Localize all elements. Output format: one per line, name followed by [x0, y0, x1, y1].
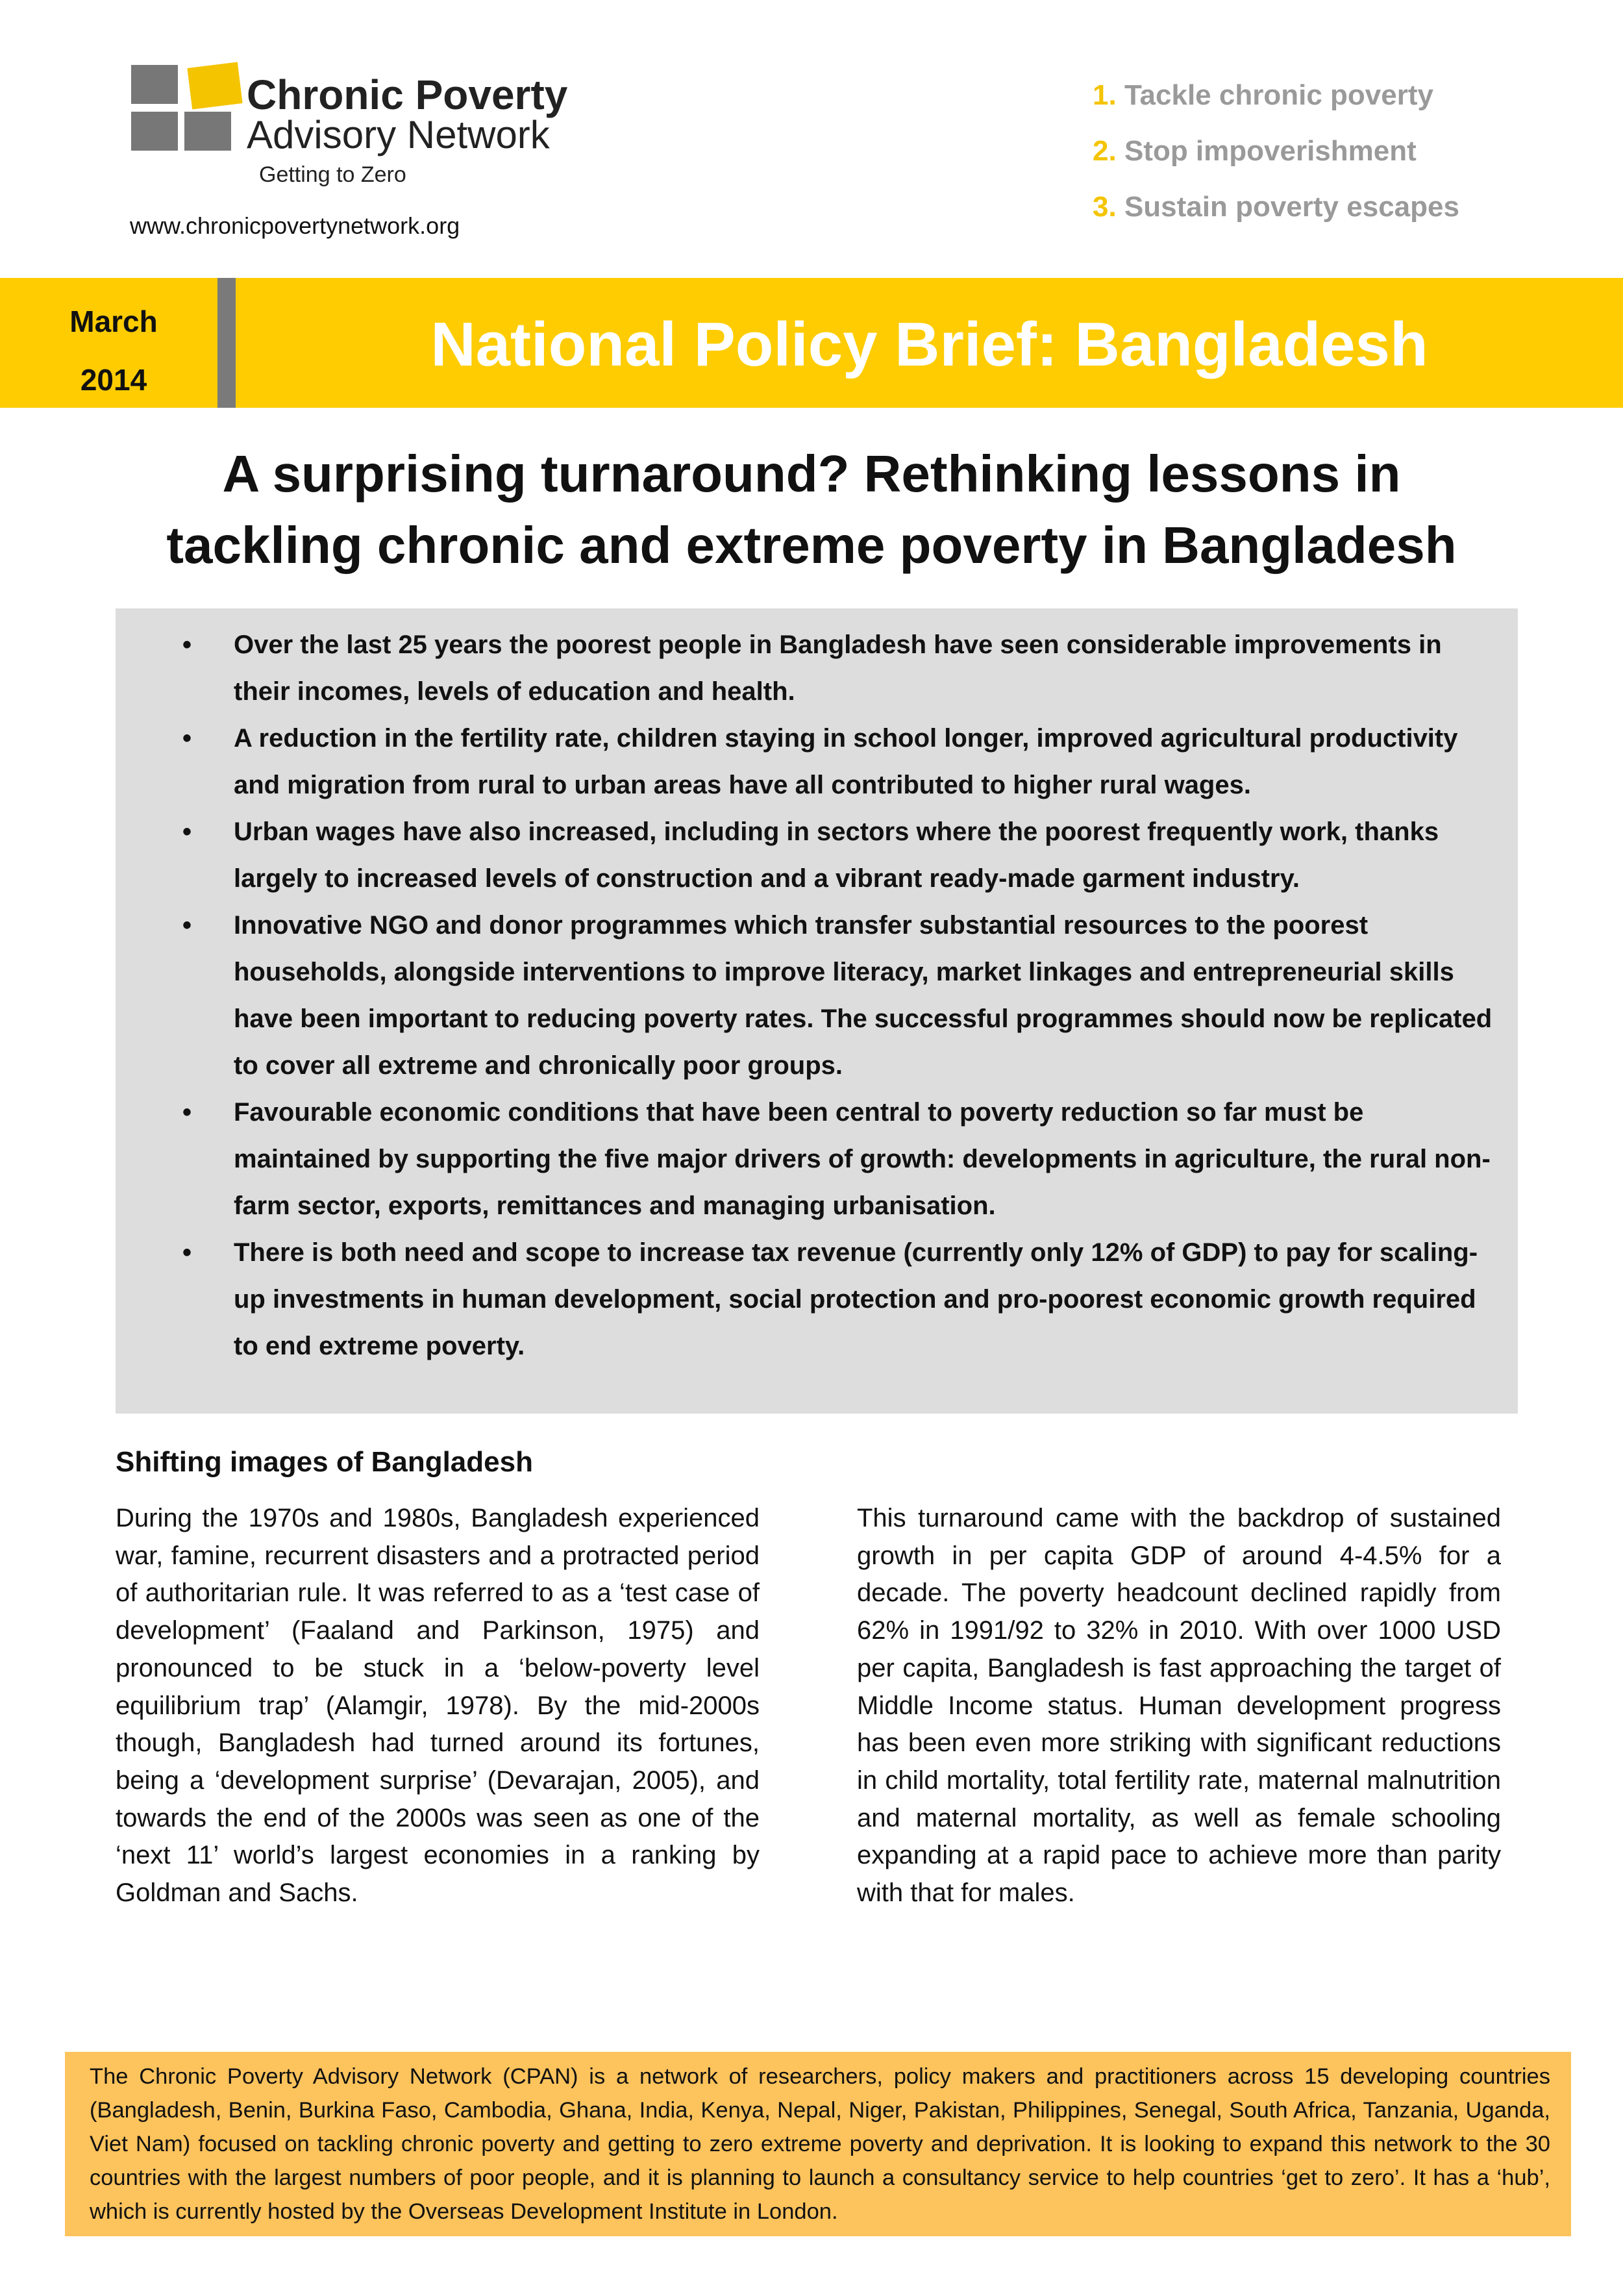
key-point-text: There is both need and scope to increase tax revenue (currently only 12% of GDP) to pay for scaling-up investments in human development, social protection and pro-poorest economic growth required to end extreme poverty.: [234, 1238, 1478, 1360]
banner-divider: [217, 278, 236, 408]
key-point: [116, 808, 1518, 902]
goal-number: 3.: [1093, 191, 1117, 223]
goal-item: [1093, 79, 1433, 112]
key-point-text: Innovative NGO and donor programmes which transfer substantial resources to the poorest households, alongside interventions to improve literacy, market linkages and entrepreneurial skills have been important to reducing poverty rates. The successful programmes should now be replicated to cover all extreme and chronically poor groups.: [234, 911, 1493, 1080]
key-point: [116, 715, 1518, 808]
body-column-right: This turnaround came with the backdrop of sustained growth in per capita GDP of around 4-4.5% for a decade. The poverty headcount declined rapidly from 62% in 1991/92 to 32% in 2010. With over 1000 USD per capita, Bangladesh is fast approaching the target of Middle Income status. Human development progress has been even more striking with significant reductions in child mortality, total fertility rate, maternal malnutrition and maternal mortality, as well as female schooling expanding at a rapid pace to achieve more than parity with that for males.: [857, 1504, 1501, 1908]
goal-text: Sustain poverty escapes: [1124, 191, 1459, 223]
bullet-icon: •: [182, 911, 192, 940]
key-point: [116, 902, 1518, 1089]
headline-line: A surprising turnaround? Rethinking lessons in: [222, 445, 1401, 503]
cpan-info-text: The Chronic Poverty Advisory Network (CPAN) is a network of researchers, policy makers and practitioners across 15 developing countries (Bangladesh, Benin, Burkina Faso, Cambodia, Ghana, India, Kenya, Nepal, Niger, Pakistan, Philippines, Senegal, South Africa, Tanzania, Uganda, Viet Nam) focused on tackling chronic poverty and getting to zero extreme poverty and deprivation. It is looking to expand this network to the 30 countries with the largest numbers of poor people, and it is planning to launch a consultancy service to help countries ‘get to zero’. It has a ‘hub’, which is currently hosted by the Overseas Development Institute in London.: [90, 2064, 1550, 2224]
key-point: [116, 621, 1518, 715]
key-point-text: A reduction in the fertility rate, children staying in school longer, improved agricultural productivity and migration from rural to urban areas have all contributed to higher rural wages.: [234, 724, 1458, 799]
goal-number: 2.: [1093, 135, 1117, 167]
logo-subtitle: Advisory Network: [247, 113, 550, 156]
headline-line: tackling chronic and extreme poverty in Bangladesh: [166, 516, 1457, 574]
website-link[interactable]: www.chronicpovertynetwork.org: [130, 212, 460, 239]
goal-text: Tackle chronic poverty: [1124, 79, 1433, 111]
cpan-info-box: [65, 2052, 1571, 2236]
logo-title: Chronic Poverty: [247, 71, 568, 118]
issue-date: [0, 278, 217, 408]
key-points-list: [116, 621, 1518, 1369]
bullet-icon: •: [182, 817, 192, 846]
bullet-icon: •: [182, 630, 192, 659]
body-column-left: During the 1970s and 1980s, Bangladesh experienced war, famine, recurrent disasters and a protracted period of authoritarian rule. It was referred to as a ‘test case of development’ (Faaland and Parkinson, 1975) and pronounced to be stuck in a ‘below-poverty level equilibrium trap’ (Alamgir, 1978). By the mid-2000s though, Bangladesh had turned around its fortunes, being a ‘development surprise’ (Devarajan, 2005), and towards the end of the 2000s was seen as one of the ‘next 11’ world’s largest economies in a ranking by Goldman and Sachs.: [116, 1504, 760, 1908]
section-heading: Shifting images of Bangladesh: [116, 1446, 533, 1478]
goal-text: Stop impoverishment: [1124, 135, 1417, 167]
key-point: [116, 1229, 1518, 1369]
bullet-icon: •: [182, 724, 192, 753]
key-point-text: Urban wages have also increased, including in sectors where the poorest frequently work, thanks largely to increased levels of construction and a vibrant ready-made garment industry.: [234, 817, 1439, 893]
title-banner: [0, 278, 1623, 408]
issue-month: March: [69, 305, 158, 338]
logo-tagline: Getting to Zero: [259, 162, 406, 187]
key-point: [116, 1089, 1518, 1229]
goal-item: [1093, 191, 1459, 223]
headline: [65, 438, 1558, 581]
bullet-icon: •: [182, 1238, 192, 1267]
brief-title: National Policy Brief: Bangladesh: [430, 310, 1428, 379]
logo-squares-icon: [131, 65, 235, 156]
key-point-text: Favourable economic conditions that have been central to poverty reduction so far must be maintained by supporting the five major drivers of growth: developments in agriculture, the rural non-farm sector, exports, remittances and managing urbanisation.: [234, 1098, 1491, 1220]
key-points-box: [116, 608, 1518, 1414]
key-point-text: Over the last 25 years the poorest people in Bangladesh have seen considerable improvements in their incomes, levels of education and health.: [234, 630, 1442, 706]
goal-item: [1093, 135, 1417, 168]
bullet-icon: •: [182, 1098, 192, 1127]
goal-number: 1.: [1093, 79, 1117, 111]
issue-year: 2014: [80, 363, 147, 397]
